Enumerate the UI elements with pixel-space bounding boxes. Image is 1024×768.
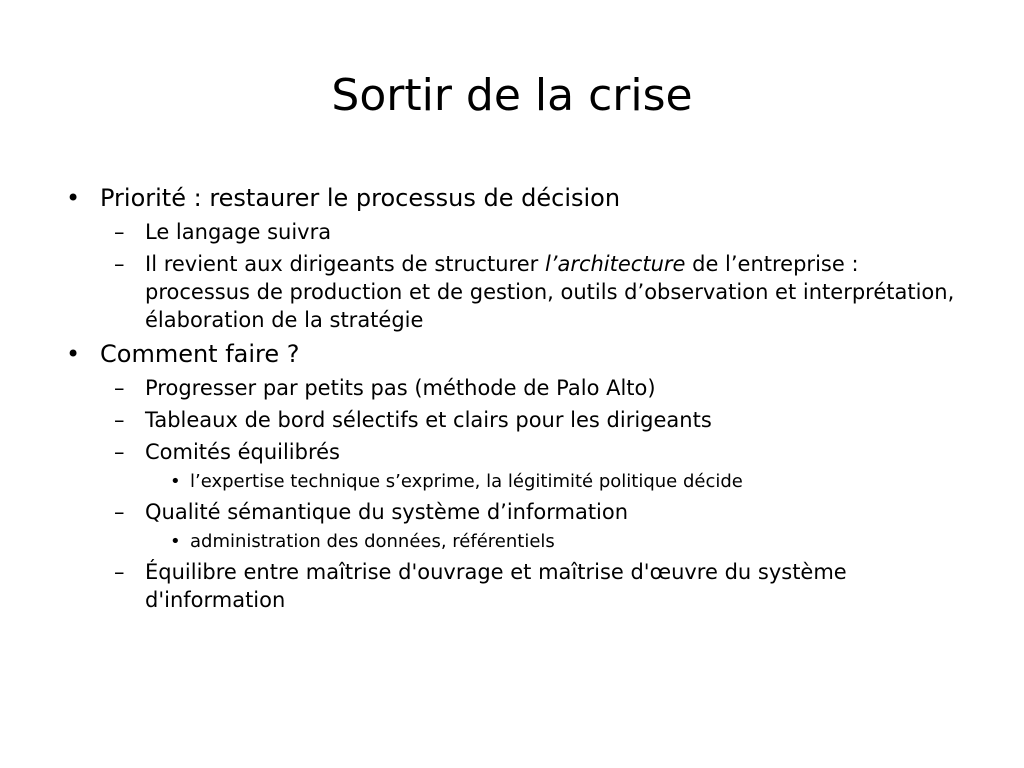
dash-marker: – — [114, 252, 125, 276]
text-segment: de l’entreprise : processus de production et de gestion, outils d’observation et interprétation, élaboration de la stratégie — [145, 252, 955, 332]
sub-bullet-text: Tableaux de bord sélectifs et clairs pour les dirigeants — [145, 408, 712, 432]
sub-sub-bullet-item — [0, 470, 1024, 494]
sub-bullet-item — [0, 498, 1024, 526]
small-bullet-marker: • — [170, 471, 181, 492]
sub-sub-bullet-item — [0, 530, 1024, 554]
sub-bullet-item — [0, 438, 1024, 466]
sub-bullet-item — [0, 374, 1024, 402]
slide-content — [0, 182, 1024, 618]
sub-bullet-item — [0, 406, 1024, 434]
dash-marker: – — [114, 220, 125, 244]
sub-sub-bullet-text: administration des données, référentiels — [190, 531, 555, 552]
bullet-marker: • — [66, 184, 81, 212]
dash-marker: – — [114, 408, 125, 432]
bullet-item — [0, 182, 1024, 214]
bullet-text: Comment faire ? — [100, 340, 300, 368]
dash-marker: – — [114, 560, 125, 584]
bullet-text: Priorité : restaurer le processus de décision — [100, 184, 621, 212]
sub-bullet-text: Le langage suivra — [145, 220, 332, 244]
dash-marker: – — [114, 376, 125, 400]
bullet-marker: • — [66, 340, 81, 368]
sub-bullet-item — [0, 558, 1024, 614]
dash-marker: – — [114, 440, 125, 464]
emphasis-text: l’architecture — [544, 252, 686, 276]
sub-bullet-text: Progresser par petits pas (méthode de Palo Alto) — [145, 376, 656, 400]
small-bullet-marker: • — [170, 531, 181, 552]
bullet-item — [0, 338, 1024, 370]
text-segment: Il revient aux dirigeants de structurer — [145, 252, 545, 276]
sub-bullet-text — [145, 250, 965, 334]
sub-bullet-item — [0, 250, 1024, 334]
slide-title: Sortir de la crise — [331, 70, 693, 121]
dash-marker: – — [114, 500, 125, 524]
sub-bullet-text: Qualité sémantique du système d’information — [145, 500, 629, 524]
sub-sub-bullet-text: l’expertise technique s’exprime, la légitimité politique décide — [190, 471, 743, 492]
sub-bullet-text: Comités équilibrés — [145, 440, 340, 464]
sub-bullet-item — [0, 218, 1024, 246]
sub-bullet-text: Équilibre entre maîtrise d'ouvrage et maîtrise d'œuvre du système d'information — [145, 560, 847, 612]
